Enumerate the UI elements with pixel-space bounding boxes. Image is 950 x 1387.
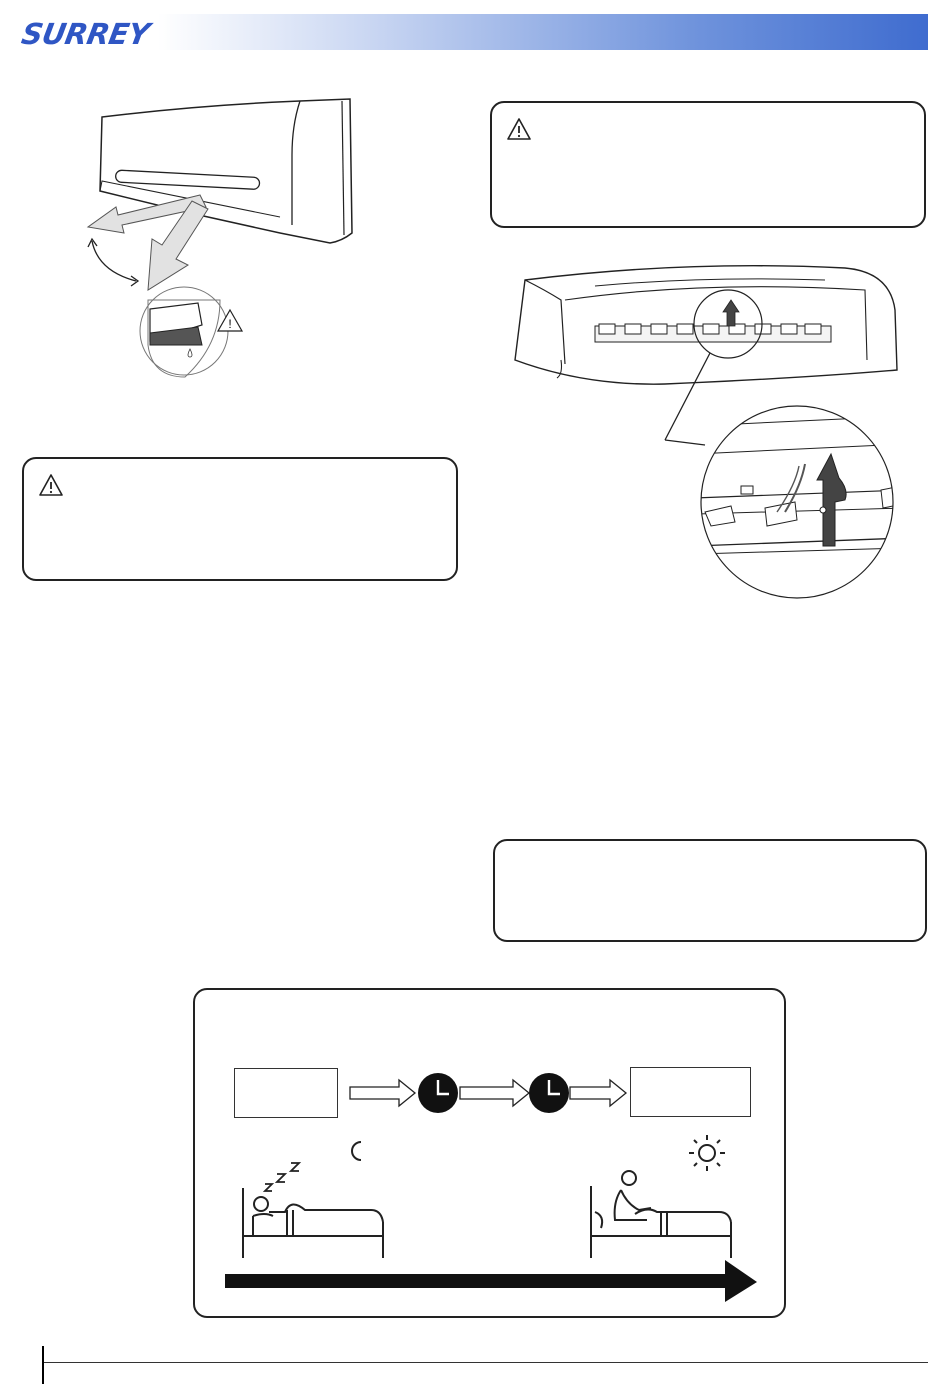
footer-tick xyxy=(42,1346,44,1384)
air-conditioner-airflow-icon xyxy=(80,95,370,385)
note-box xyxy=(493,839,927,942)
louver-lever-detail-icon xyxy=(695,400,905,610)
warning-box-left xyxy=(22,457,458,581)
brand-logo: SURREY xyxy=(19,17,152,51)
moon-icon xyxy=(352,1142,361,1160)
warning-icon xyxy=(38,473,64,497)
svg-text:!: ! xyxy=(228,317,232,331)
clock-icon xyxy=(529,1073,569,1113)
timeline-arrow-icon xyxy=(225,1260,757,1302)
awake-person-bed-icon xyxy=(591,1171,731,1258)
sun-icon xyxy=(689,1135,725,1171)
clock-icon xyxy=(418,1073,458,1113)
condensation-drip-warning-icon xyxy=(140,287,242,377)
arrow-right-icon xyxy=(350,1080,415,1106)
arrow-right-icon xyxy=(460,1080,529,1106)
warning-icon xyxy=(506,117,532,141)
footer-rule xyxy=(42,1362,928,1363)
sleep-diagram-graphics xyxy=(195,990,788,1320)
open-louver-unit-icon xyxy=(505,250,905,610)
sleeping-person-bed-icon xyxy=(243,1163,383,1258)
arrow-right-icon xyxy=(570,1080,626,1106)
warning-box-top xyxy=(490,101,926,228)
sleep-diagram xyxy=(193,988,786,1318)
